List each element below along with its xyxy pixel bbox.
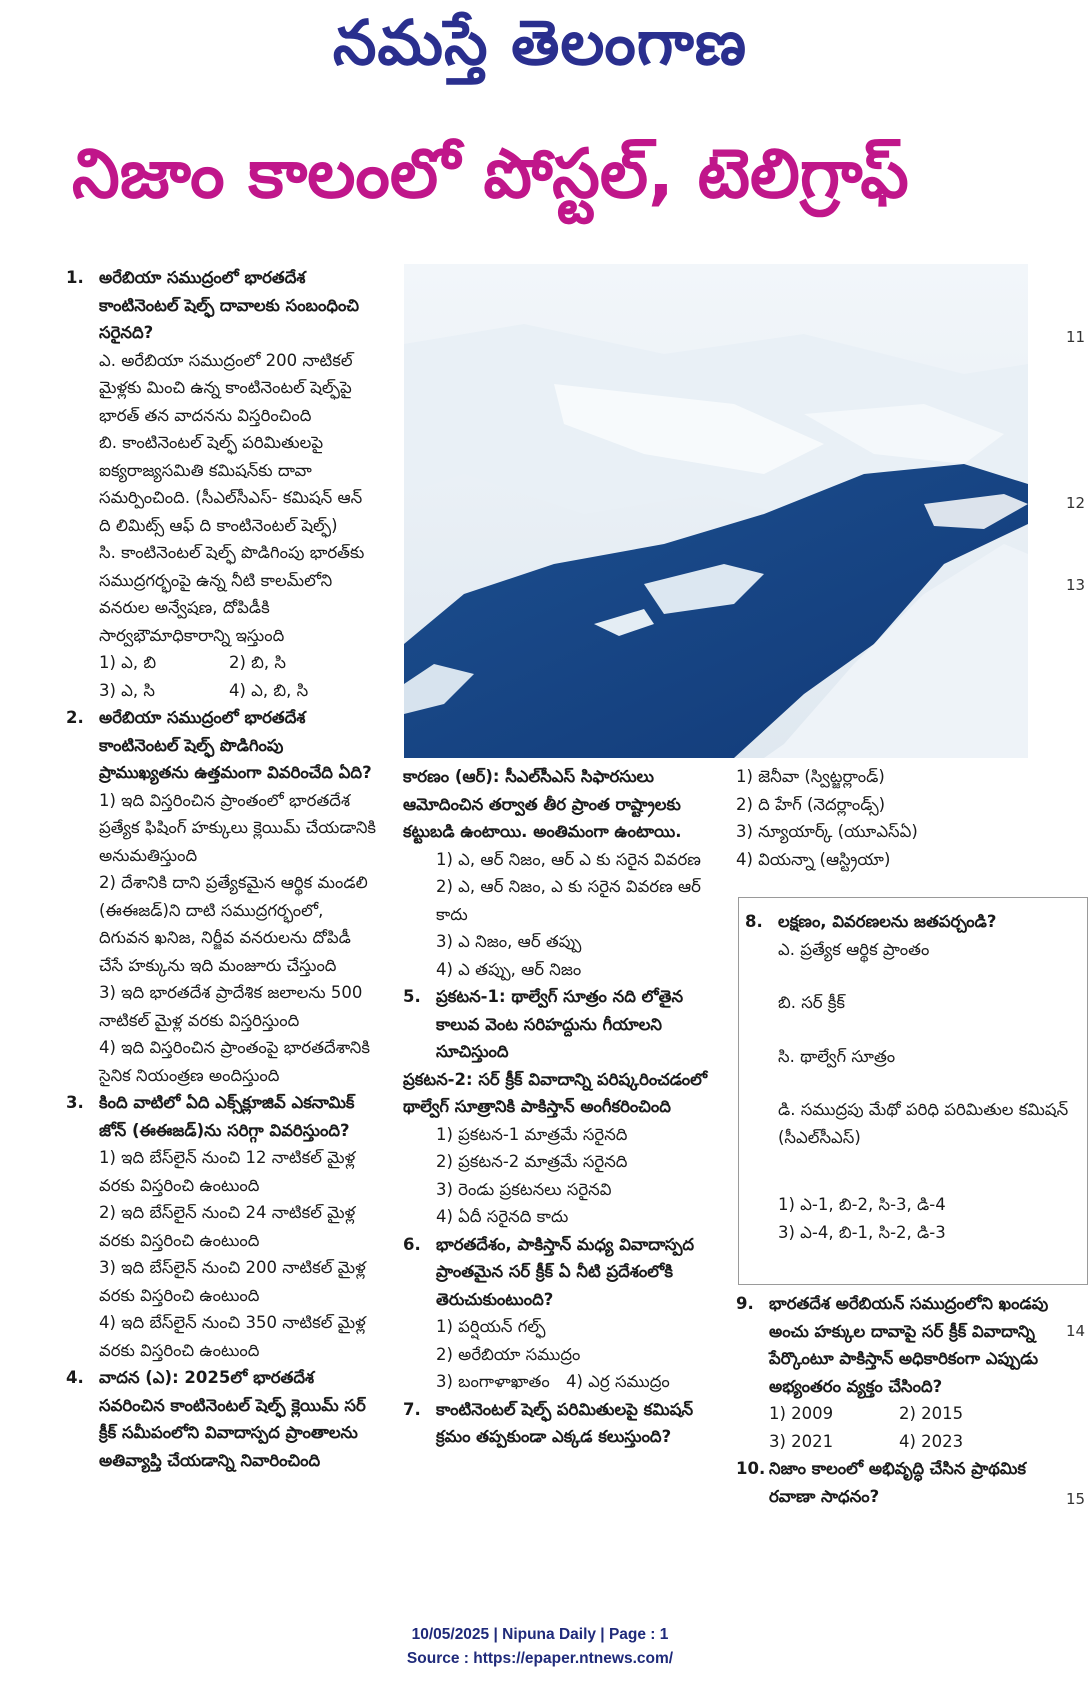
option: 2) ఇది బేస్‌లైన్ నుంచి 24 నాటికల్ మైళ్ల వరకు విస్తరించి ఉంటుంది: [99, 1203, 356, 1250]
spacer: [745, 963, 1087, 989]
question-1: [66, 264, 378, 347]
column-2: [403, 763, 723, 1451]
option: 2) అరేబియా సముద్రం: [436, 1344, 581, 1364]
footer-date-line: 10/05/2025 | Nipuna Daily | Page : 1: [411, 1626, 669, 1643]
question-text: కింది వాటిలో ఏది ఎక్స్‌క్లూజివ్ ఎకనామిక్ జోన్ (ఈఈజడ్)ను సరిగ్గా వివరిస్తుంది?: [99, 1093, 355, 1140]
spacer: [745, 1070, 1087, 1096]
option: 1) ఎ-1, బి-2, సి-3, డి-4: [778, 1195, 946, 1214]
question-10: [736, 1455, 1056, 1510]
question-text: అరేబియా సముద్రంలో భారతదేశ కాంటినెంటల్ షెల్ఫ్ దావాలకు సంబంధించి సరైనది?: [99, 268, 359, 342]
option: 2) దేశానికి దాని ప్రత్యేకమైన ఆర్థిక మండలి (ఈఈజడ్)ని దాటి సముద్రగర్భంలో, దిగువన ఖనిజ, నిర్జీవ వనరులను దోపిడీ చేసే హక్కును ఇది మంజూరు చేస్తుంది: [99, 873, 368, 975]
option: 4) ఎర్ర సముద్రం: [566, 1372, 670, 1391]
match-item-c: సి. థాల్వేగ్ సూత్రం: [778, 1046, 896, 1066]
question-number: 7.: [403, 1399, 421, 1419]
column-3: [736, 763, 1056, 873]
edge-question-number: 12: [1066, 494, 1086, 512]
option: 2) 2015: [899, 1404, 964, 1423]
edge-question-number: 11: [1066, 328, 1086, 346]
option: 4) ఇది విస్తరించిన ప్రాంతంపై భారతదేశానికి సైనిక నియంత్రణ అందిస్తుంది: [99, 1038, 370, 1085]
options-row: [66, 649, 378, 677]
sea-ice-illustration: [404, 264, 1028, 758]
question-text: భారతదేశ అరేబియన్ సముద్రంలోని ఖండపు అంచు హక్కుల దావాపై సర్ క్రీక్ వివాదాన్ని పేర్కొంటూ పాకిస్తాన్ అధికారికంగా ఎప్పుడు అభ్యంతరం వ్యక్తం చేసింది?: [769, 1294, 1049, 1396]
spacer: [745, 1151, 1087, 1191]
option: 4) ఏదీ సరైనది కాదు: [436, 1207, 569, 1226]
statement-1: ప్రకటన-1: థాల్వేగ్ సూత్రం నది లోతైన కాలువ వెంట సరిహద్దును గీయాలని సూచిస్తుంది: [436, 987, 684, 1061]
column-1: [66, 264, 378, 1474]
option: 1) ఇది బేస్‌లైన్ నుంచి 12 నాటికల్ మైళ్ల వరకు విస్తరించి ఉంటుంది: [99, 1148, 356, 1195]
statement-b: బి. కాంటినెంటల్ షెల్ఫ్ పరిమితులపై ఐక్యరాజ్యసమితి కమిషన్‌కు దావా సమర్పించింది. (సీఎల్‌సీఎస్- కమిషన్ ఆన్ ది లిమిట్స్ ఆఫ్ ది కాంటినెంటల్ షెల్ఫ్): [99, 433, 363, 535]
spacer: [745, 1017, 1087, 1043]
edge-question-number: 13: [1066, 576, 1086, 594]
option: 2) ఎ, ఆర్ నిజం, ఎ కు సరైన వివరణ ఆర్ కాదు: [436, 877, 701, 924]
masthead-logo: నమస్తే తెలంగాణ: [332, 6, 748, 79]
edge-question-number: 15: [1066, 1490, 1086, 1508]
question-text: భారతదేశం, పాకిస్తాన్ మధ్య వివాదాస్పద ప్రాంతమైన సర్ క్రీక్ ఏ నీటి ప్రదేశంలోకి తెరుచుకుంటుంది?: [436, 1234, 695, 1309]
statement-c: సి. కాంటినెంటల్ షెల్ఫ్ పొడిగింపు భారత్‌కు సముద్రగర్భంపై ఉన్న నీటి కాలమ్‌లోని వనరుల అన్వేషణ, దోపిడీకి సార్వభౌమాధికారాన్ని ఇస్తుంది: [99, 543, 365, 645]
option: 3) ఎ, సి: [99, 680, 155, 700]
page-headline: నిజాం కాలంలో పోస్టల్, టెలిగ్రాఫ్: [72, 135, 909, 214]
edge-question-number: 14: [1066, 1322, 1086, 1340]
question-text: నిజాం కాలంలో అభివృద్ధి చేసిన ప్రాథమిక రవాణా సాధనం?: [769, 1459, 1026, 1506]
option: 4) 2023: [899, 1431, 964, 1451]
option: 1) జెనీవా (స్విట్జర్లాండ్): [736, 767, 885, 786]
option: 3) బంగాళాఖాతం: [436, 1372, 550, 1391]
option: 3) న్యూయార్క్ (యూఎస్ఏ): [736, 822, 918, 841]
options-row: [403, 1368, 723, 1396]
option: 1) పర్షియన్ గల్ఫ్: [436, 1317, 546, 1336]
options-row: [736, 1428, 1056, 1456]
option: 1) ఎ, ఆర్ నిజం, ఆర్ ఎ కు సరైన వివరణ: [436, 849, 701, 869]
question-2: [66, 704, 378, 787]
question-number: 9.: [736, 1294, 754, 1313]
question-number: 4.: [66, 1368, 84, 1387]
question-number: 2.: [66, 708, 84, 727]
question-number: 8.: [745, 912, 763, 931]
option: 1) ఎ, బి: [99, 653, 157, 672]
option: 4) వియన్నా (ఆస్ట్రియా): [736, 849, 891, 869]
match-item-d: డి. సముద్రపు మేథో పరిధి పరిమితుల కమిషన్ (సీఎల్‌సీఎస్): [778, 1100, 1069, 1147]
question-8: [745, 908, 1087, 936]
option: 1) ఇది విస్తరించిన ప్రాంతంలో భారతదేశ ప్రత్యేక ఫిషింగ్ హక్కులు క్లెయిమ్ చేయడానికి అనుమతిస్తుంది: [99, 790, 377, 865]
question-6: [403, 1231, 723, 1314]
option: 3) ఎ నిజం, ఆర్ తప్పు: [436, 932, 582, 951]
column-3-lower: [736, 1290, 1056, 1510]
question-7: [403, 1396, 723, 1451]
option: 2) బి, సి: [229, 653, 286, 672]
question-number: 3.: [66, 1093, 84, 1112]
question-9: [736, 1290, 1056, 1400]
question-number: 6.: [403, 1234, 421, 1254]
option: 3) 2021: [769, 1431, 834, 1451]
statement-2: ప్రకటన-2: సర్ క్రీక్ వివాదాన్ని పరిష్కరించడంలో థాల్వేగ్ సూత్రానికి పాకిస్తాన్ అంగీకరించింది: [403, 1069, 708, 1116]
sea-ice-photo: [404, 264, 1028, 758]
option: 4) ఇది బేస్‌లైన్ నుంచి 350 నాటికల్ మైళ్ల వరకు విస్తరించి ఉంటుంది: [99, 1313, 366, 1360]
options-row: [66, 677, 378, 705]
question-text: వాదన (ఎ): 2025లో భారతదేశ సవరించిన కాంటినెంటల్ షెల్ఫ్ క్లెయిమ్ సర్ క్రీక్ సమీపంలోని వివాదాస్పద ప్రాంతాలను అతివ్యాప్తి చేయడాన్ని నివారించింది: [99, 1368, 366, 1470]
match-item-a: ఎ. ప్రత్యేక ఆర్థిక ప్రాంతం: [778, 939, 930, 959]
option: 1) ప్రకటన-1 మాత్రమే సరైనది: [436, 1124, 628, 1144]
option: 1) 2009: [769, 1404, 834, 1423]
question-8-box: [738, 897, 1088, 1285]
option: 2) ది హేగ్ (నెదర్లాండ్స్): [736, 794, 886, 814]
option: 3) ఇది బేస్‌లైన్ నుంచి 200 నాటికల్ మైళ్ల వరకు విస్తరించి ఉంటుంది: [99, 1258, 366, 1305]
option: 4) ఎ తప్పు, ఆర్ నిజం: [436, 959, 582, 979]
question-3: [66, 1089, 378, 1144]
option: 3) ఇది భారతదేశ ప్రాదేశిక జలాలను 500 నాటికల్ మైళ్ల వరకు విస్తరిస్తుంది: [99, 983, 363, 1030]
question-number: 1.: [66, 268, 84, 287]
question-5: [403, 983, 723, 1066]
question-4: [66, 1364, 378, 1474]
option: 3) ఎ-4, బి-1, సి-2, డి-3: [778, 1222, 946, 1242]
match-item-b: బి. సర్ క్రీక్: [778, 993, 846, 1012]
option: 3) రెండు ప్రకటనలు సరైనవి: [436, 1179, 612, 1199]
question-number: 5.: [403, 987, 421, 1006]
options-row: [736, 1400, 1056, 1428]
option: 4) ఎ, బి, సి: [229, 680, 309, 700]
footer-source-line: Source : https://epaper.ntnews.com/: [406, 1650, 674, 1667]
option: 2) ప్రకటన-2 మాత్రమే సరైనది: [436, 1152, 628, 1171]
statement-a: ఎ. అరేబియా సముద్రంలో 200 నాటికల్ మైళ్లకు మించి ఉన్న కాంటినెంటల్ షెల్ఫ్‌పై భారత్ తన వాదనను విస్తరించింది: [99, 350, 353, 425]
question-text: అరేబియా సముద్రంలో భారతదేశ కాంటినెంటల్ షెల్ఫ్ పొడిగింపు ప్రాముఖ్యతను ఉత్తమంగా వివరించేది ఏది?: [99, 708, 372, 782]
question-number: 10.: [736, 1459, 766, 1478]
question-text: లక్షణం, వివరణలను జతపర్చండి?: [778, 912, 997, 931]
reason-statement: కారణం (ఆర్): సీఎల్‌సీఎస్ సిఫారసులు ఆమోదించిన తర్వాత తీర ప్రాంత రాష్ట్రాలకు కట్టుబడి ఉంటాయి. అంతిమంగా ఉంటాయి.: [403, 767, 682, 841]
question-text: కాంటినెంటల్ షెల్ఫ్ పరిమితులపై కమిషన్ క్రమం తప్పకుండా ఎక్కడ కలుస్తుంది?: [436, 1399, 694, 1446]
